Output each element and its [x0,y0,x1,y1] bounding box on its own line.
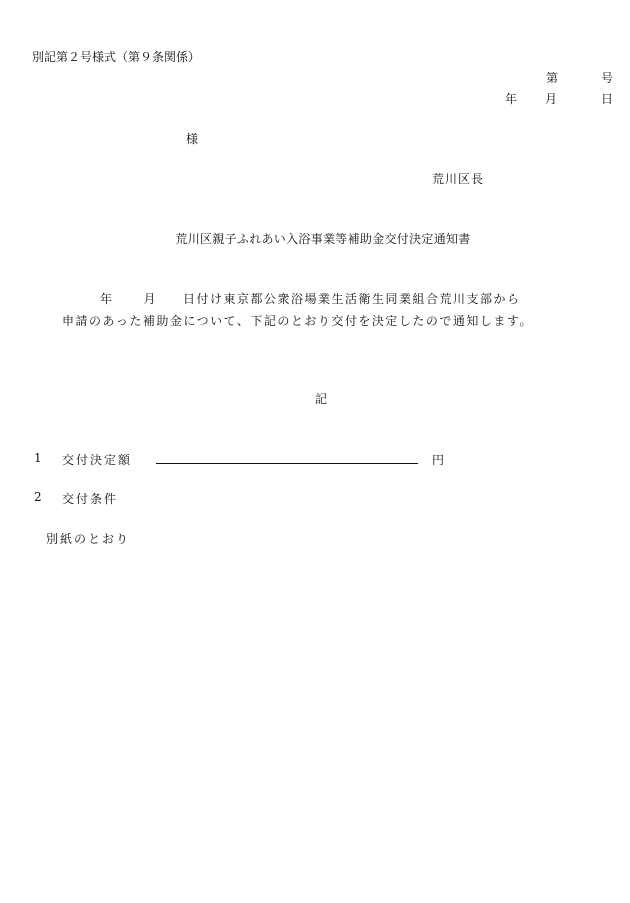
form-number-label: 別記第２号様式（第９条関係） [32,50,201,64]
document-title: 荒川区親子ふれあい入浴事業等補助金交付決定通知書 [175,232,471,246]
amount-blank-line [156,463,418,464]
body-line-1 [100,290,521,307]
body-year-label: 年 [100,292,114,306]
item-2-label: 交付条件 [62,492,119,506]
issuer-name: 荒川区長 [432,172,485,186]
document-number-prefix: 第 [546,71,559,85]
body-line-1-text: 日付け東京都公衆浴場業生活衛生同業組合荒川支部から [183,292,521,306]
conditions-text: 別紙のとおり [46,532,131,546]
item-1-number: 1 [34,451,42,465]
document-number-suffix: 号 [601,71,614,85]
item-1-label: 交付決定額 [62,453,133,467]
ki-heading: 記 [314,392,327,406]
body-month-label: 月 [143,292,158,306]
body-line-2: 申請のあった補助金について、下記のとおり交付を決定したので通知します。 [62,314,533,328]
item-2-number: 2 [34,490,42,504]
date-day-label: 日 [601,92,614,106]
recipient-honorific: 様 [186,132,199,146]
amount-unit: 円 [432,453,445,467]
date-month-label: 月 [545,92,558,106]
date-year-label: 年 [505,92,518,106]
